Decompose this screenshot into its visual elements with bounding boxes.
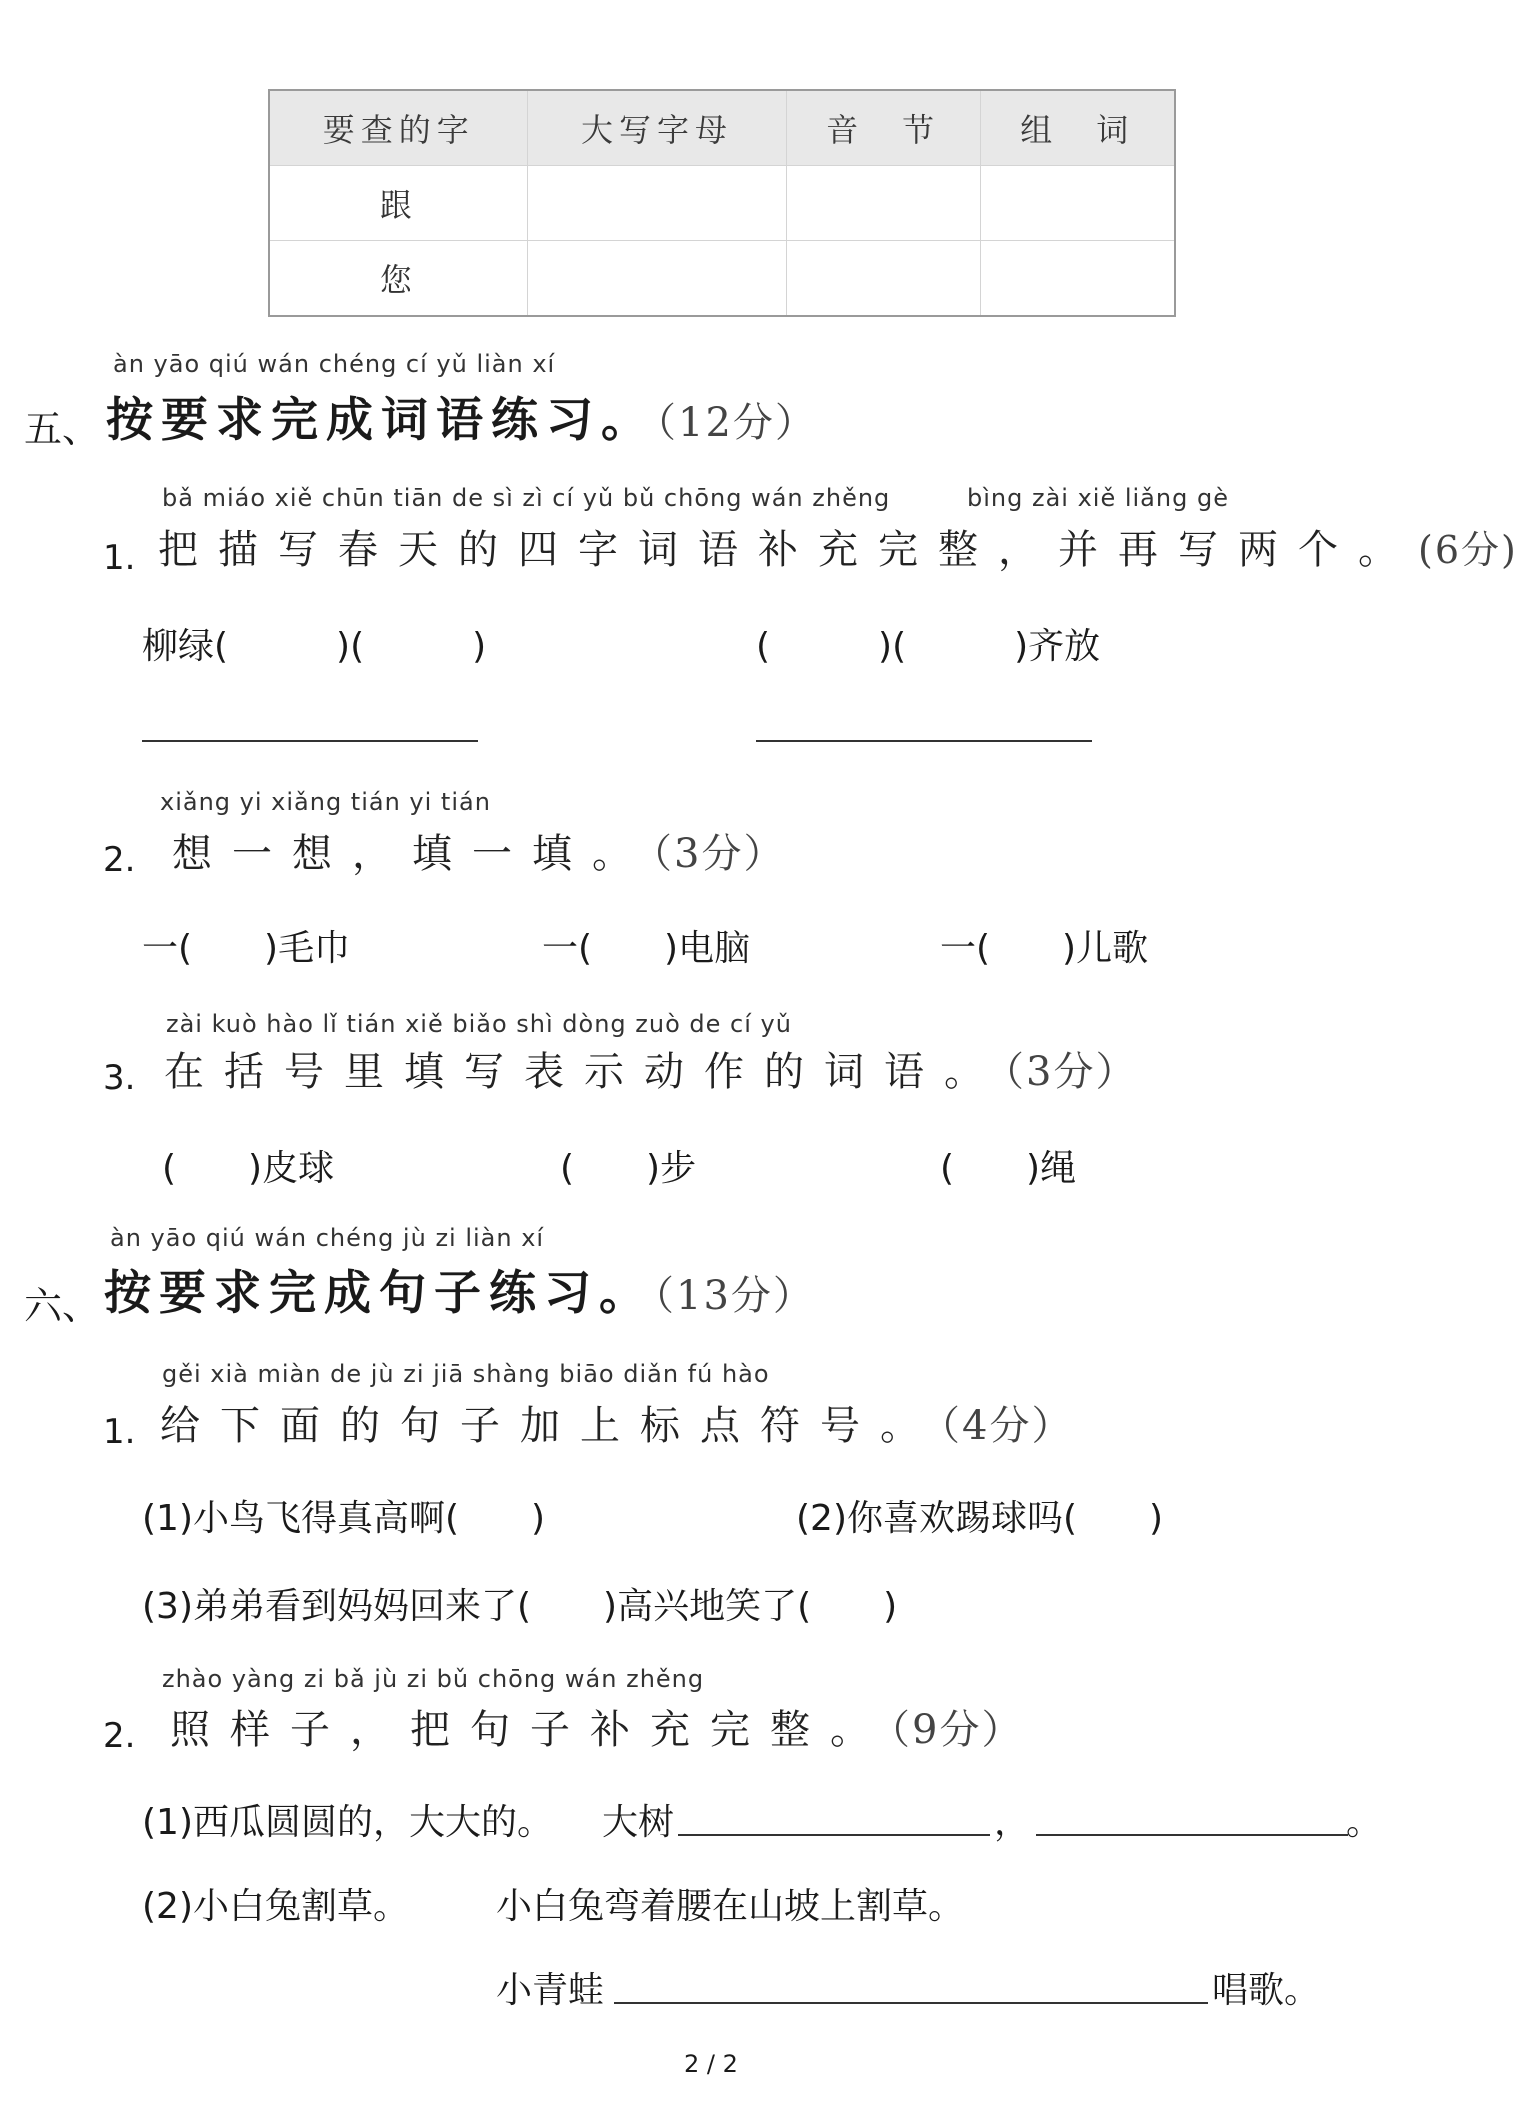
q6-2-period: 。: [1346, 1802, 1383, 1843]
section5-title: [106, 383, 817, 450]
q6-1-item-3[interactable]: (3)弟弟看到妈妈回来了( )高兴地笑了( ): [142, 1586, 898, 1627]
section6-pinyin: àn yāo qiú wán chéng jù zi liàn xí: [110, 1224, 545, 1252]
table-cell-char: 跟: [269, 166, 528, 241]
table-cell-blank[interactable]: [786, 241, 980, 317]
lookup-table: [268, 89, 1176, 317]
q6-2-ending: 唱歌。: [1212, 1970, 1321, 2011]
section5-number: 五、: [24, 407, 101, 451]
q5-1-number: 1.: [103, 538, 136, 578]
table-cell-blank[interactable]: [980, 166, 1175, 241]
q6-2-comma: ，: [994, 1802, 1031, 1843]
q6-2-answer-line-1[interactable]: [678, 1834, 990, 1836]
q6-2-model-sentence: 小白兔弯着腰在山坡上割草。: [496, 1886, 965, 1927]
q5-2-item-3[interactable]: 一( )儿歌: [940, 928, 1149, 969]
q6-1-score: （4分）: [940, 1403, 1074, 1449]
q5-3-item-2[interactable]: ( )步: [560, 1148, 697, 1189]
q5-1-answer-line-2[interactable]: [756, 740, 1092, 742]
q5-3-score: （3分）: [1004, 1049, 1138, 1095]
q6-1-number: 1.: [103, 1412, 136, 1452]
section6-score: （13分）: [654, 1273, 815, 1319]
q6-1-prompt: [160, 1394, 1073, 1451]
table-cell-blank[interactable]: [786, 166, 980, 241]
q6-2-pinyin: zhào yàng zi bǎ jù zi bǔ chōng wán zhěng: [162, 1665, 705, 1693]
section6-title-text: 按要求完成句子练习。: [104, 1266, 654, 1321]
q6-2-example-1: (1)西瓜圆圆的，大大的。: [142, 1802, 553, 1843]
q5-2-item-2[interactable]: 一( )电脑: [542, 928, 751, 969]
q6-2-answer-line-2[interactable]: [1036, 1834, 1348, 1836]
q5-2-number: 2.: [103, 840, 136, 880]
table-row: [269, 166, 1175, 241]
q6-1-item-2[interactable]: (2)你喜欢踢球吗( ): [796, 1498, 1164, 1539]
q5-1-pinyin-b: bìng zài xiě liǎng gè: [967, 484, 1229, 512]
q5-3-number: 3.: [103, 1058, 136, 1098]
table-cell-blank[interactable]: [528, 166, 786, 241]
q5-3-prompt: [164, 1040, 1137, 1097]
q5-3-pinyin: zài kuò hào lǐ tián xiě biǎo shì dòng zuò de cí yǔ: [166, 1010, 792, 1038]
q5-2-item-1[interactable]: 一( )毛巾: [142, 928, 351, 969]
q6-1-pinyin: gěi xià miàn de jù zi jiā shàng biāo diǎn fú hào: [162, 1360, 770, 1388]
table-header-row: [269, 90, 1175, 166]
q6-1-text: 给下面的句子加上标点符号。: [160, 1403, 940, 1449]
q5-1-item-1[interactable]: 柳绿( )( ): [142, 626, 487, 667]
q6-2-example-2: (2)小白兔割草。: [142, 1886, 409, 1927]
section5-score: （12分）: [656, 400, 817, 446]
table-header-cell: 大写字母: [528, 90, 786, 166]
q6-2-subject-tree: 大树: [602, 1802, 675, 1843]
table-row: [269, 241, 1175, 317]
q6-2-number: 2.: [103, 1716, 136, 1756]
q6-2-answer-line-3[interactable]: [614, 2002, 1208, 2004]
q5-3-item-1[interactable]: ( )皮球: [162, 1148, 335, 1189]
q5-2-pinyin: xiǎng yi xiǎng tián yi tián: [160, 788, 491, 816]
q5-3-item-3[interactable]: ( )绳: [940, 1148, 1077, 1189]
q6-2-subject-frog: 小青蛙: [496, 1970, 605, 2011]
q5-1-item-2[interactable]: ( )( )齐放: [756, 626, 1101, 667]
q6-2-text: 照样子，把句子补充完整。: [170, 1707, 890, 1753]
q5-1-pinyin: bǎ miáo xiě chūn tiān de sì zì cí yǔ bǔ chōng wán zhěng: [162, 484, 891, 512]
section6-title: [104, 1256, 815, 1323]
q6-2-score: （9分）: [890, 1707, 1024, 1753]
section6-number: 六、: [24, 1284, 101, 1328]
section5-title-text: 按要求完成词语练习。: [106, 393, 656, 448]
q5-2-prompt: [172, 822, 785, 879]
table-header-cell: 要查的字: [269, 90, 528, 166]
table-cell-char: 您: [269, 241, 528, 317]
table-header-cell: 音 节: [786, 90, 980, 166]
table-cell-blank[interactable]: [528, 241, 786, 317]
q5-1-answer-line-1[interactable]: [142, 740, 478, 742]
q5-1-score: (6分): [1418, 528, 1518, 572]
q5-2-text: 想一想，填一填。: [172, 831, 652, 877]
page-number: 2 / 2: [684, 2050, 738, 2078]
q5-1-prompt: [158, 518, 1518, 575]
q5-2-score: （3分）: [652, 831, 786, 877]
section5-pinyin: àn yāo qiú wán chéng cí yǔ liàn xí: [113, 350, 556, 378]
table-header-cell: 组 词: [980, 90, 1175, 166]
q6-1-item-1[interactable]: (1)小鸟飞得真高啊( ): [142, 1498, 546, 1539]
q6-2-prompt: [170, 1698, 1023, 1755]
q5-3-text: 在括号里填写表示动作的词语。: [164, 1049, 1004, 1095]
q5-1-text: 把描写春天的四字词语补充完整，并再写两个。: [158, 527, 1418, 573]
table-cell-blank[interactable]: [980, 241, 1175, 317]
